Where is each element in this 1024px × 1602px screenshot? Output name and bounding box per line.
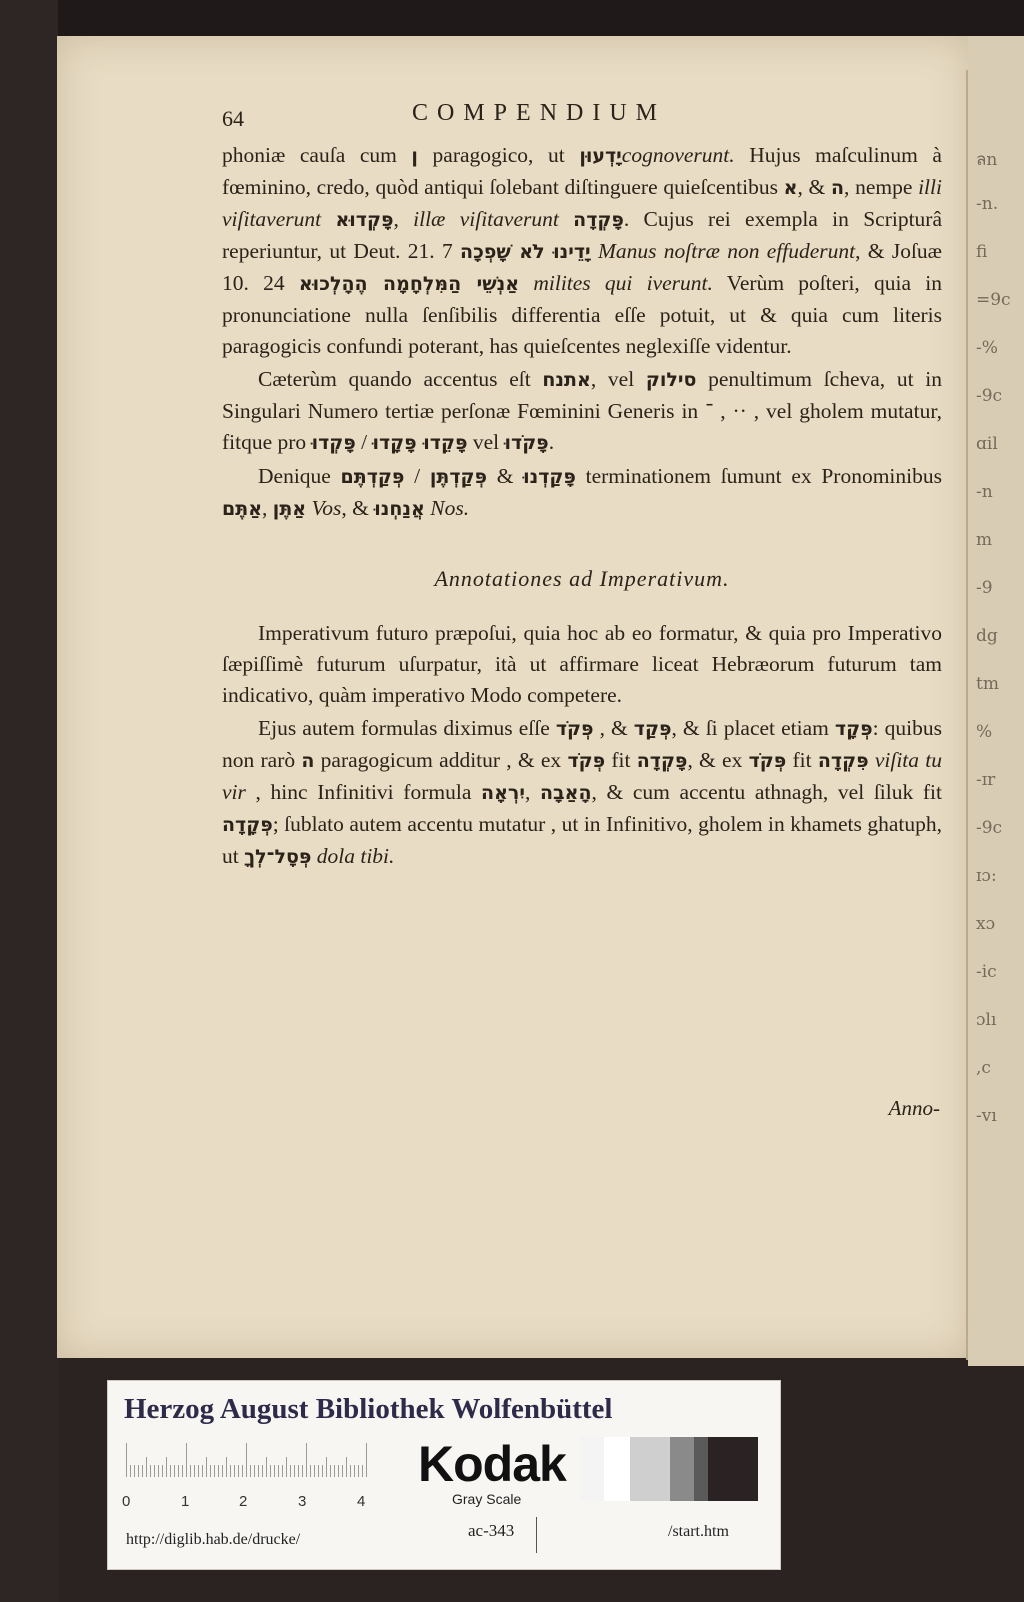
- gray-swatch: [580, 1437, 604, 1501]
- ruler-tick: [302, 1465, 303, 1477]
- ruler-tick: [342, 1465, 343, 1477]
- paragraph: [222, 140, 942, 362]
- text-run: &: [486, 464, 524, 488]
- ruler-tick: [158, 1465, 159, 1477]
- text-run: Denique: [258, 464, 341, 488]
- hebrew-word: פָּקֹדוּ: [504, 432, 549, 454]
- hebrew-word: פְּקַדְתֶּן: [429, 466, 487, 488]
- hebrew-word: פְּקַד: [633, 718, 672, 740]
- facing-page-fragment: tm: [976, 674, 999, 694]
- ruler-tick: [354, 1465, 355, 1477]
- text-run: ,: [524, 780, 540, 804]
- facing-page-fragment: -n: [976, 482, 993, 502]
- ruler-tick: [322, 1465, 323, 1477]
- hebrew-word: פִּקְדָה: [817, 750, 869, 772]
- italic-phrase: Vos: [311, 496, 342, 520]
- text-run: terminationem ſumunt ex Pronominibus: [575, 464, 942, 488]
- text-run: .: [548, 430, 555, 454]
- ruler-tick: [234, 1465, 235, 1477]
- measurement-ruler: [126, 1441, 376, 1477]
- ruler-tick: [162, 1465, 163, 1477]
- ruler-tick: [182, 1465, 183, 1477]
- facing-page-fragment: xɔ: [976, 914, 996, 934]
- ruler-tick: [226, 1457, 227, 1477]
- italic-phrase: cognoverunt.: [621, 143, 735, 167]
- facing-page-fragment: m: [976, 530, 993, 550]
- facing-page-fragment: ɑil: [976, 434, 998, 454]
- facing-page-fragment: ɪɔ:: [976, 866, 997, 886]
- section-heading: Annotationes ad Imperativum.: [434, 566, 730, 591]
- ruler-tick: [334, 1465, 335, 1477]
- hebrew-word: אתנח: [542, 369, 591, 391]
- hebrew-word: אַתֶּם: [222, 498, 263, 520]
- facing-page-fragment: -n.: [976, 194, 999, 214]
- ruler-tick: [338, 1465, 339, 1477]
- ruler-tick: [198, 1465, 199, 1477]
- hebrew-word: פָּקְדָה: [573, 209, 624, 231]
- ruler-tick: [214, 1465, 215, 1477]
- ruler-tick: [282, 1465, 283, 1477]
- text-run: , hinc Infinitivi formula: [245, 780, 482, 804]
- gray-swatch: [670, 1437, 694, 1501]
- hebrew-word: א: [783, 177, 798, 199]
- text-run: ,: [262, 496, 273, 520]
- ruler-tick: [238, 1465, 239, 1477]
- ruler-tick: [186, 1443, 187, 1477]
- hebrew-word: פְּקֹד: [748, 750, 787, 772]
- hebrew-word: פָּקְדוּא: [335, 209, 394, 231]
- ruler-tick: [190, 1465, 191, 1477]
- paragraph: [222, 618, 942, 711]
- ruler-tick: [346, 1457, 347, 1477]
- italic-phrase: viſita tu vir: [222, 748, 942, 804]
- ruler-tick: [266, 1457, 267, 1477]
- ruler-number: 2: [239, 1493, 248, 1510]
- facing-page-fragment: ﬁ: [976, 242, 988, 262]
- facing-page-fragment: =9c: [976, 290, 1011, 310]
- text-run: /: [355, 430, 373, 454]
- hebrew-word: פְּסָל־לְךָ: [244, 846, 312, 868]
- ruler-tick: [274, 1465, 275, 1477]
- ruler-tick: [218, 1465, 219, 1477]
- gray-swatch: [630, 1437, 670, 1501]
- text-run: /: [404, 464, 430, 488]
- ruler-tick: [166, 1457, 167, 1477]
- hebrew-word: ה: [830, 177, 845, 199]
- text-run: , &: [341, 496, 375, 520]
- ruler-tick: [138, 1465, 139, 1477]
- text-run: , & Joſuæ 10. 24: [222, 239, 943, 295]
- text-run: Cæterùm quando accentus eſt: [258, 367, 543, 391]
- facing-page-fragment: -9: [976, 578, 993, 598]
- text-run: Ejus autem formulas diximus eſſe: [258, 716, 556, 740]
- ruler-tick: [154, 1465, 155, 1477]
- facing-page-fragment: -%: [976, 338, 998, 358]
- ruler-tick: [210, 1465, 211, 1477]
- ruler-tick: [146, 1457, 147, 1477]
- text-run: [591, 239, 598, 263]
- italic-phrase: dola tibi.: [316, 844, 395, 868]
- facing-page-fragment: ลn: [976, 150, 998, 170]
- ruler-tick: [222, 1465, 223, 1477]
- ruler-number: 1: [181, 1493, 190, 1510]
- text-run: Hujus maſculinum à fœminino, credo, quòd antiqui ſolebant diſtinguere quieſcentibus: [222, 143, 942, 199]
- scan-border-top: [0, 0, 1024, 38]
- ruler-number: 4: [357, 1493, 366, 1510]
- paragraph: [222, 713, 942, 873]
- ruler-tick: [314, 1465, 315, 1477]
- text-run: , & ſi placet etiam: [671, 716, 835, 740]
- text-run: paragogicum additur , & ex: [314, 748, 568, 772]
- text-run: , & cum accentu athnagh, vel ſiluk fit: [591, 780, 943, 804]
- shelf-code: ac-343: [468, 1521, 515, 1540]
- ruler-tick: [230, 1465, 231, 1477]
- hebrew-word: פָּקַדְנוּ: [523, 466, 576, 488]
- ruler-tick: [290, 1465, 291, 1477]
- ruler-tick: [270, 1465, 271, 1477]
- ruler-tick: [130, 1465, 131, 1477]
- gray-swatch: [708, 1437, 758, 1501]
- ruler-tick: [126, 1443, 127, 1477]
- library-name: Herzog August Bibliothek Wolfenbüttel: [124, 1393, 613, 1425]
- ruler-number: 0: [122, 1493, 131, 1510]
- ruler-tick: [258, 1465, 259, 1477]
- ruler-tick: [278, 1465, 279, 1477]
- ruler-tick: [318, 1465, 319, 1477]
- text-run: ; ſublato autem accentu mutatur , ut in Infinitivo, gholem in khamets ghatuph, ut: [222, 812, 942, 868]
- kodak-logo: Kodak: [418, 1436, 566, 1492]
- ruler-tick: [350, 1465, 351, 1477]
- paragraph: [222, 461, 942, 525]
- running-title: COMPENDIUM: [412, 100, 667, 126]
- page-number: 64: [222, 106, 244, 131]
- ruler-tick: [326, 1457, 327, 1477]
- facing-page-fragment: -9c: [976, 818, 1003, 838]
- ruler-tick: [178, 1465, 179, 1477]
- page-body: [222, 140, 942, 875]
- hebrew-word: יָדֵינוּ לֹא שָׁפְכָה: [460, 241, 591, 263]
- text-run: , & ex: [687, 748, 749, 772]
- text-run: Imperativum futuro præpoſui, quia hoc ab eo formatur, & quia pro Imperativo ſæpiſſimè futurum uſurpatur, ità ut affirmare liceat Hebræorum futurum tam indicativo, quàm imperativo Modo competere.: [222, 621, 942, 707]
- ruler-tick: [262, 1465, 263, 1477]
- facing-page-fragment: dg: [976, 626, 998, 646]
- hebrew-word: פָּקֵדוּ פָּקָדוּ: [372, 432, 468, 454]
- facing-page-fragment: -vı: [976, 1106, 997, 1126]
- text-run: : quibus non rarò: [222, 716, 942, 772]
- ruler-tick: [242, 1465, 243, 1477]
- ruler-tick: [286, 1457, 287, 1477]
- ruler-tick: [330, 1465, 331, 1477]
- hebrew-word: אַנְשֵׁי הַמִּלְחָמָה הֶהָלְכוּא: [298, 273, 520, 295]
- text-run: Verùm poſteri, quia in pronunciatione nulla ſenſibilis differentia eſſe potuit, ut & quia cum literis paragogicis confundi poterant, has quieſcentes neglexiſſe videntur.: [222, 271, 942, 358]
- text-run: , &: [593, 716, 634, 740]
- italic-phrase: Nos.: [430, 496, 470, 520]
- hebrew-word: אַתֶּן: [272, 498, 307, 520]
- ruler-tick: [310, 1465, 311, 1477]
- text-run: phoniæ cauſa cum: [222, 143, 412, 167]
- scan-border-left: [0, 0, 58, 1602]
- facing-page-edge: [968, 36, 1024, 1366]
- italic-phrase: illæ viſitaverunt: [413, 207, 559, 231]
- ruler-tick: [298, 1465, 299, 1477]
- text-run: vel: [467, 430, 505, 454]
- hebrew-word: ה: [301, 750, 315, 772]
- hebrew-word: יִרְאָה: [481, 782, 525, 804]
- ruler-tick: [150, 1465, 151, 1477]
- text-run: [321, 207, 335, 231]
- hebrew-word: סילוק: [645, 369, 697, 391]
- text-run: fit: [786, 748, 818, 772]
- color-target-card: [107, 1380, 781, 1570]
- paragraph-block-1: [222, 140, 942, 525]
- ruler-tick: [170, 1465, 171, 1477]
- text-run: ,: [393, 207, 414, 231]
- hebrew-word: פְּקָדָה: [222, 814, 273, 836]
- ruler-tick: [254, 1465, 255, 1477]
- text-run: , &: [797, 175, 831, 199]
- hebrew-word: ן: [411, 145, 418, 167]
- ruler-tick: [134, 1465, 135, 1477]
- text-run: fit: [605, 748, 637, 772]
- paragraph-block-2: [222, 618, 942, 873]
- facing-page-fragment: ɔlı: [976, 1010, 997, 1030]
- facing-page-fragment: ,c: [976, 1058, 991, 1078]
- ruler-tick: [142, 1465, 143, 1477]
- facing-page-fragment: %: [976, 722, 993, 742]
- text-run: paragogico, ut: [417, 143, 580, 167]
- catchword: Anno-: [888, 1096, 940, 1120]
- ruler-tick: [250, 1465, 251, 1477]
- facing-page-fragment: -9c: [976, 386, 1003, 406]
- ruler-tick: [358, 1465, 359, 1477]
- ruler-tick: [294, 1465, 295, 1477]
- facing-page-fragment: -ɪr: [976, 770, 996, 790]
- ruler-tick: [202, 1465, 203, 1477]
- hebrew-word: פָּקְדוּ: [311, 432, 356, 454]
- text-run: , nempe: [844, 175, 919, 199]
- italic-phrase: milites qui iverunt.: [533, 271, 713, 295]
- hebrew-word: הָאַבָה: [539, 782, 592, 804]
- divider: [536, 1517, 537, 1553]
- hebrew-word: יָדְעוּן: [579, 145, 622, 167]
- page-header: [222, 100, 942, 136]
- gray-scale-label: Gray Scale: [452, 1491, 522, 1507]
- facing-page-fragment: -ic: [976, 962, 997, 982]
- italic-phrase: Manus noſtræ non effuderunt: [597, 239, 856, 263]
- ruler-tick: [206, 1457, 207, 1477]
- ruler-number: 3: [298, 1493, 307, 1510]
- start-page-path: /start.htm: [668, 1523, 729, 1540]
- ruler-tick: [306, 1443, 307, 1477]
- text-run: penultimum ſcheva, ut in Singulari Numero tertiæ perſonæ Fœminini Generis in ־ , ·· , vel gholem mutatur, fitque pro: [222, 367, 942, 454]
- ruler-tick: [194, 1465, 195, 1477]
- hebrew-word: פְּקֹד: [567, 750, 606, 772]
- paragraph: [222, 364, 942, 459]
- hebrew-word: אֲנַחְנוּ: [374, 498, 425, 520]
- text-run: . Cujus rei exempla in Scripturâ reperiuntur, ut Deut. 21. 7: [222, 207, 943, 263]
- ruler-tick: [362, 1465, 363, 1477]
- italic-phrase: illi viſitaverunt: [222, 175, 942, 231]
- text-run: , vel: [590, 367, 646, 391]
- gray-swatch: [694, 1437, 708, 1501]
- hebrew-word: פְּקָד: [834, 718, 873, 740]
- digital-library-url: http://diglib.hab.de/drucke/: [126, 1531, 301, 1548]
- hebrew-word: פְּקַדְתֶּם: [340, 466, 405, 488]
- hebrew-word: פְּקֹד: [555, 718, 594, 740]
- text-run: [559, 207, 573, 231]
- text-run: [519, 271, 533, 295]
- ruler-tick: [366, 1443, 367, 1477]
- ruler-tick: [174, 1465, 175, 1477]
- gray-swatch: [604, 1437, 630, 1501]
- ruler-tick: [246, 1443, 247, 1477]
- hebrew-word: פָּקְדָה: [636, 750, 688, 772]
